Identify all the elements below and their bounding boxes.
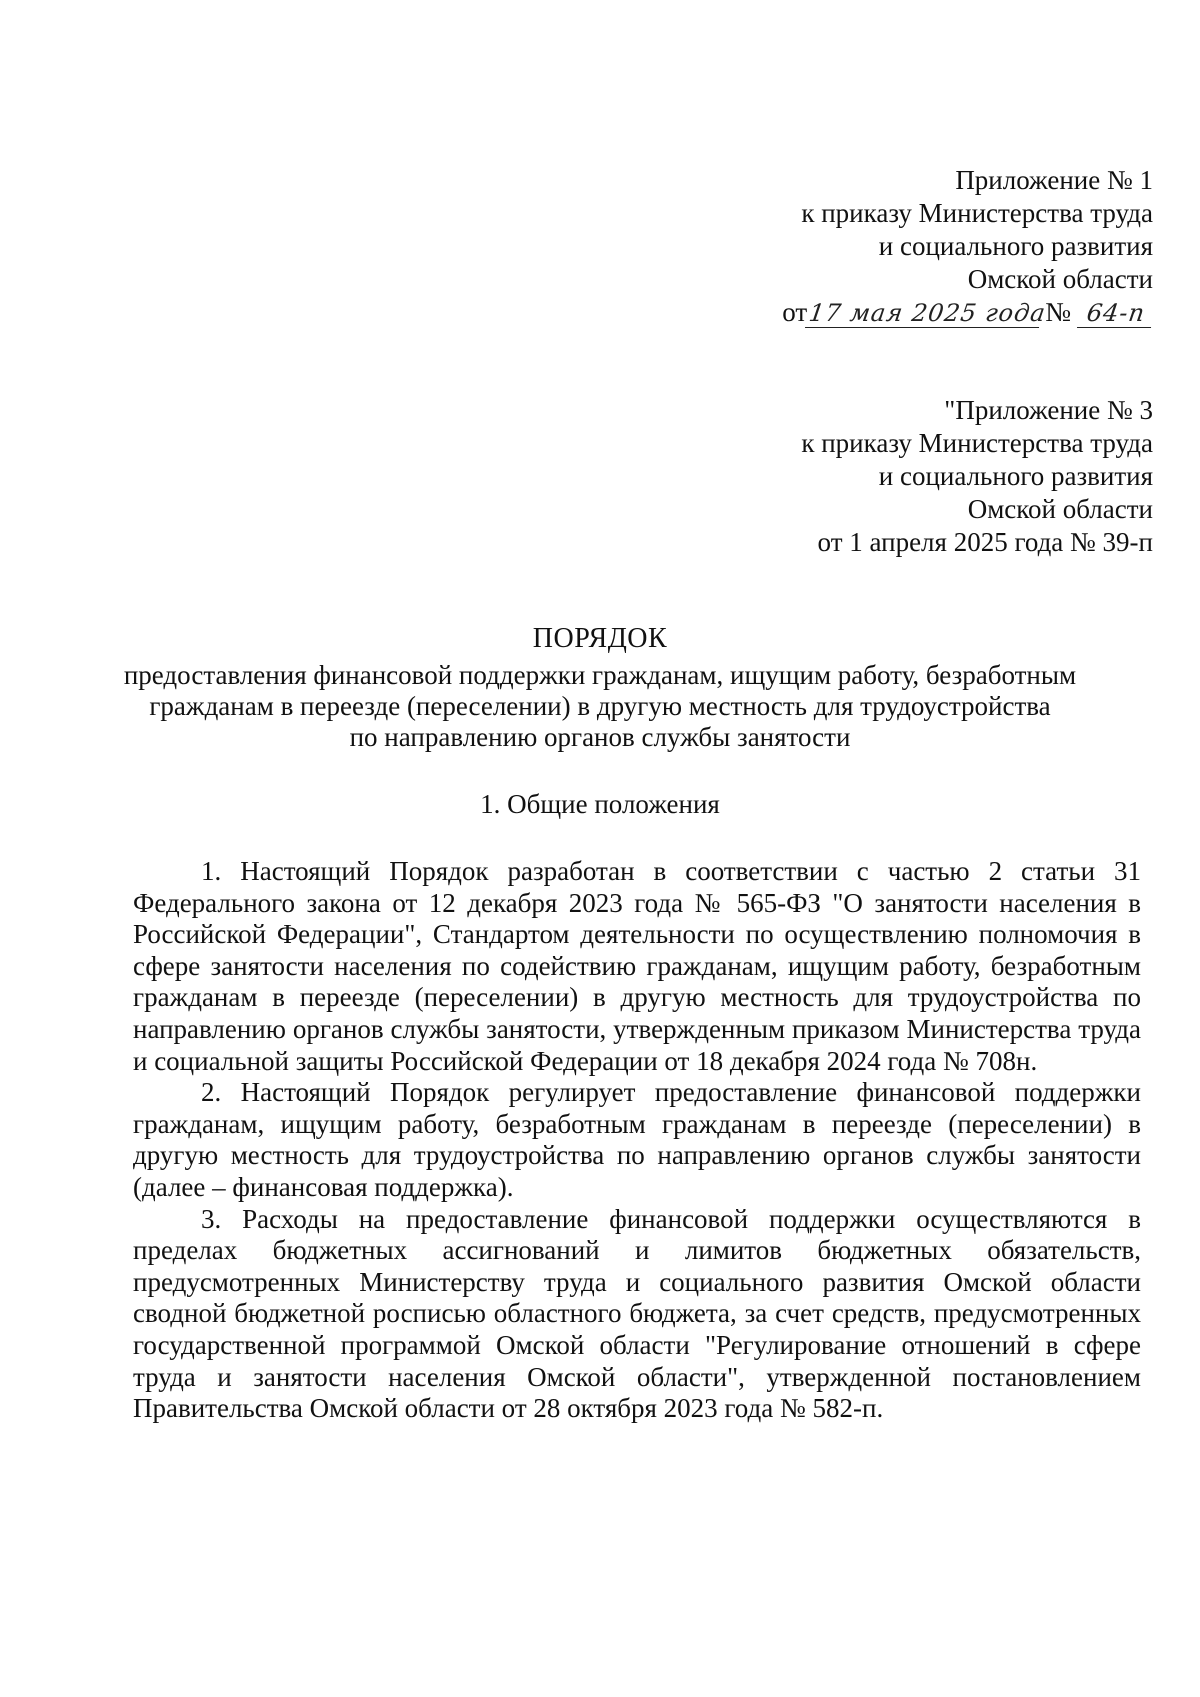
appendix-3-line: от 1 апреля 2025 года № 39-п <box>817 527 1153 557</box>
appendix-1-line: к приказу Министерства труда <box>801 198 1153 228</box>
date-prefix: от <box>782 297 808 327</box>
paragraph: 2. Настоящий Порядок регулирует предоставление финансовой поддержки гражданам, ищущим работу, безработным гражданам в переезде (переселении) в другую местность для трудоустройства по направлению органов службы занятости (далее – финансовая поддержка). <box>133 1077 1141 1202</box>
subtitle-line: гражданам в переезде (переселении) в другую местность для трудоустройства <box>149 691 1051 721</box>
appendix-1-header <box>782 164 1153 329</box>
appendix-3-header <box>801 394 1153 559</box>
number-prefix: № <box>1045 297 1071 327</box>
appendix-1-line: Приложение № 1 <box>955 165 1153 195</box>
appendix-3-line: Омской области <box>967 494 1153 524</box>
paragraph: 1. Настоящий Порядок разработан в соответствии с частью 2 статьи 31 Федерального закона от 12 декабря 2023 года № 565-ФЗ "О занятости населения в Российской Федерации", Стандартом деятельности по осуществлению полномочия в сфере занятости населения по содействию гражданам, ищущим работу, безработным гражданам в переезде (переселении) в другую местность для трудоустройства по направлению органов службы занятости, утвержденным приказом Министерства труда и социальной защиты Российской Федерации от 18 декабря 2024 года № 708н. <box>133 856 1141 1076</box>
appendix-3-line: "Приложение № 3 <box>944 395 1153 425</box>
appendix-3-line: к приказу Министерства труда <box>801 428 1153 458</box>
section-heading: 1. Общие положения <box>480 789 720 819</box>
document-body <box>133 856 1141 1425</box>
subtitle-line: предоставления финансовой поддержки гражданам, ищущим работу, безработным <box>123 660 1077 690</box>
handwritten-number: 64-п <box>1077 299 1155 328</box>
subtitle-line: по направлению органов службы занятости <box>349 722 851 752</box>
document-subtitle <box>0 660 1200 753</box>
appendix-1-date-line <box>782 296 1153 329</box>
appendix-1-line: Омской области <box>967 264 1153 294</box>
appendix-1-line: и социального развития <box>878 231 1153 261</box>
appendix-3-line: и социального развития <box>878 461 1153 491</box>
handwritten-date: 17 мая 2025 года <box>805 299 1043 328</box>
document-title: ПОРЯДОК <box>532 623 668 654</box>
paragraph: 3. Расходы на предоставление финансовой поддержки осуществляются в пределах бюджетных ассигнований и лимитов бюджетных обязательств, предусмотренных Министерству труда и социального развития Омской области сводной бюджетной росписью областного бюджета, за счет средств, предусмотренных государственной программой Омской области "Регулирование отношений в сфере труда и занятости населения Омской области", утвержденной постановлением Правительства Омской области от 28 октября 2023 года № 582-п. <box>133 1203 1141 1424</box>
